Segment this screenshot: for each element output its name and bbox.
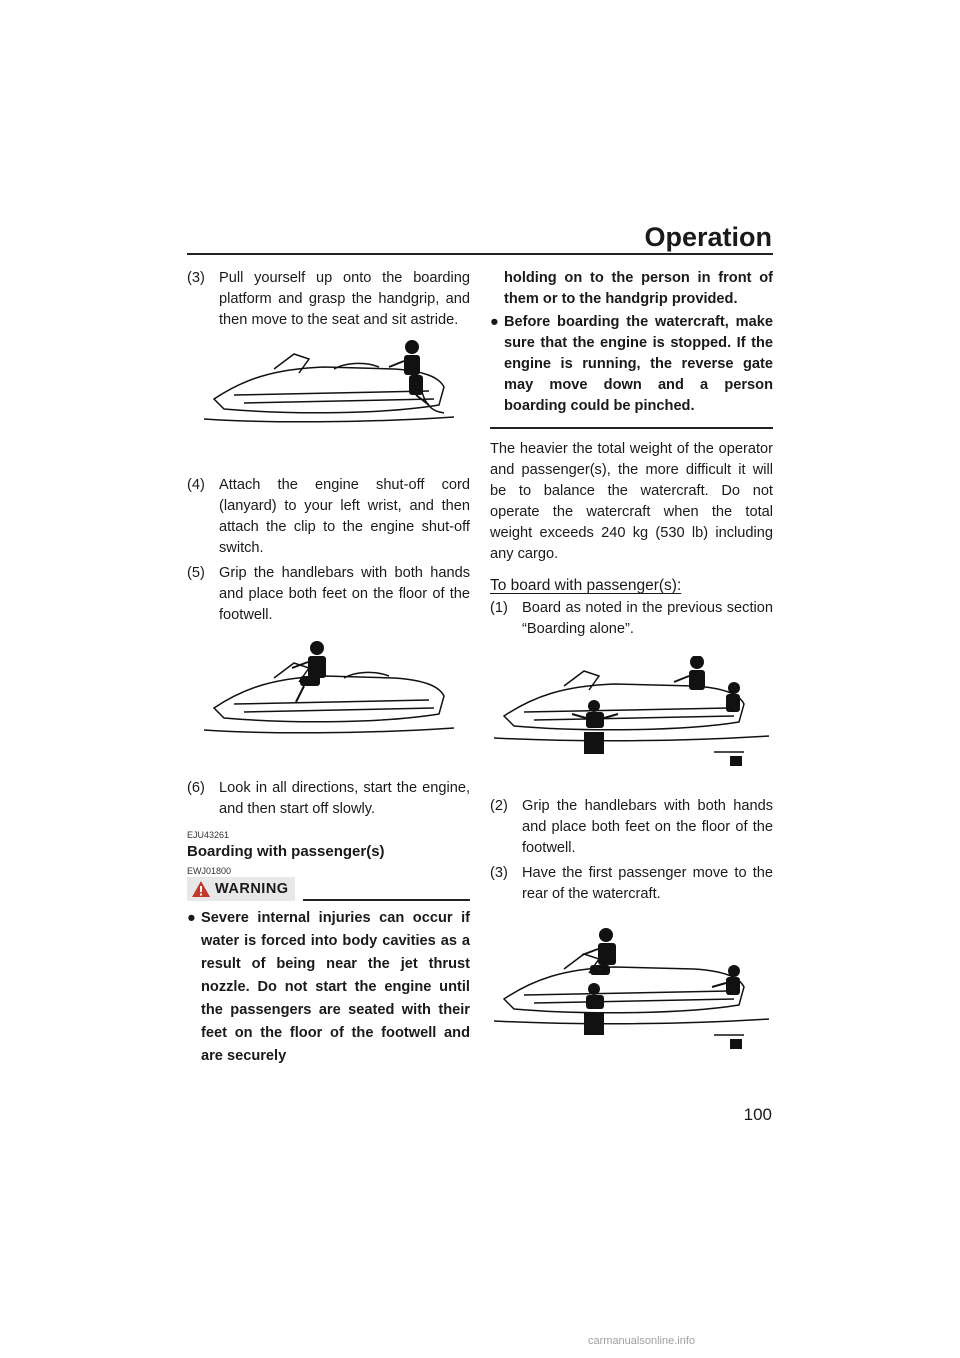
- step-text: Have the first passenger move to the rear of the watercraft.: [522, 865, 773, 902]
- step-text: Pull yourself up onto the boarding platform and grasp the handgrip, and then move to the seat and sit astride.: [219, 270, 470, 328]
- page-number: 100: [743, 1105, 772, 1124]
- step-text: Grip the handlebars with both hands and place both feet on the floor of the footwell.: [219, 565, 470, 623]
- warning-end-rule: [490, 427, 773, 429]
- step-number: (3): [187, 270, 205, 286]
- bullet-dot: ●: [187, 910, 196, 926]
- step-number: (2): [490, 798, 508, 814]
- step-2-grip-handlebars: [490, 796, 773, 859]
- section-code: EJU43261: [187, 830, 230, 840]
- warning-triangle-icon: [191, 880, 211, 898]
- step-number: (6): [187, 780, 205, 796]
- warning-code: EWJ01800: [187, 866, 232, 876]
- step-3-pull-up: [187, 268, 470, 331]
- step-1-board-as-noted: [490, 598, 773, 640]
- warning-header: [187, 877, 470, 901]
- step-text: Grip the handlebars with both hands and place both feet on the floor of the footwell.: [522, 798, 773, 856]
- step-number: (4): [187, 477, 205, 493]
- page-title: Operation: [644, 222, 772, 252]
- warning-bullet-continued: holding on to the person in front of them or to the handgrip provided.: [504, 270, 773, 307]
- subheading-board-with-passengers: To board with passenger(s):: [490, 577, 682, 594]
- left-column: [187, 268, 470, 1068]
- step-number: (5): [187, 565, 205, 581]
- illustration-boarding-with-passenger: [494, 656, 769, 776]
- step-number: (1): [490, 600, 508, 616]
- header-rule: [187, 253, 773, 255]
- step-3-passenger-to-rear: [490, 863, 773, 905]
- step-text: Board as noted in the previous section “Boarding alone”.: [522, 600, 773, 637]
- warning-label: WARNING: [215, 880, 289, 897]
- bullet-text: Before boarding the watercraft, make sure that the engine is stopped. If the engine is running, the reverse gate may move down and a person boarding could be pinched.: [504, 314, 773, 414]
- weight-paragraph: The heavier the total weight of the operator and passenger(s), the more difficult it will be to balance the watercraft. Do not operate the watercraft when the total weight exceeds 240 kg (530 lb) including any cargo.: [490, 441, 773, 562]
- right-column: [490, 268, 773, 1057]
- step-6-start-off: [187, 778, 470, 820]
- step-4-attach-lanyard: [187, 475, 470, 559]
- step-5-grip-handlebars: [187, 563, 470, 626]
- step-text: Look in all directions, start the engine, and then start off slowly.: [219, 780, 470, 817]
- illustration-pull-up-onto-platform: [204, 339, 454, 449]
- watermark: carmanualsonline.info: [588, 1335, 696, 1347]
- warning-bullet-internal-injuries: [187, 907, 470, 1068]
- warning-rule: [303, 899, 470, 901]
- step-number: (3): [490, 865, 508, 881]
- bullet-text: Severe internal injuries can occur if water is forced into body cavities as a result of being near the jet thrust nozzle. Do not start the engine until the passengers are seated with their feet on the floor of the footwell and are securely: [201, 910, 470, 1064]
- warning-bullet-engine-stopped: [490, 312, 773, 417]
- section-heading: Boarding with passenger(s): [187, 843, 385, 860]
- warning-badge: [187, 877, 295, 901]
- step-text: Attach the engine shut-off cord (lanyard) to your left wrist, and then attach the clip to the engine shut-off switch.: [219, 477, 470, 556]
- illustration-seated-on-watercraft: [204, 640, 454, 760]
- bullet-dot: ●: [490, 314, 499, 330]
- illustration-passenger-moves-to-rear: [494, 927, 769, 1057]
